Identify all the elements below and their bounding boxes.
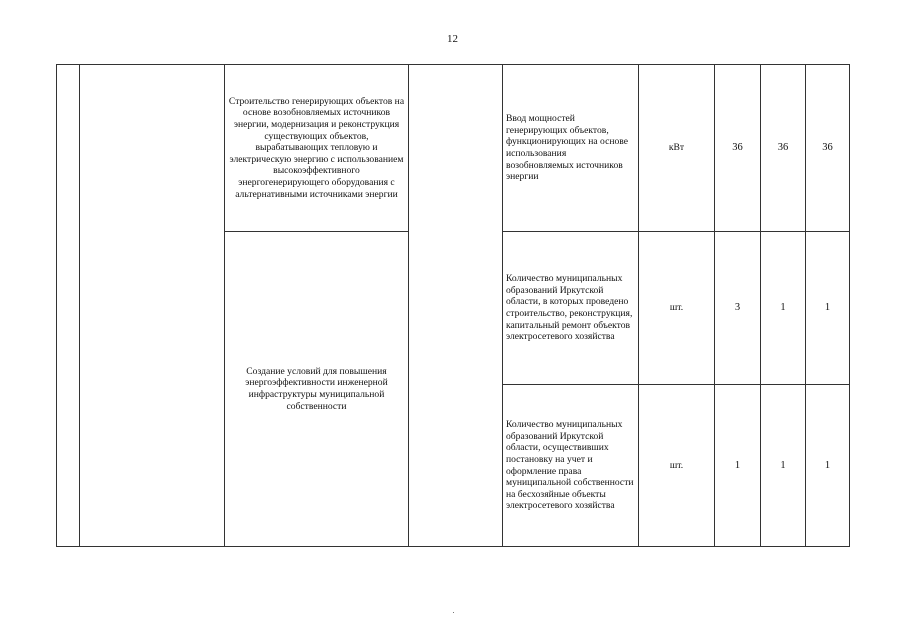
value-cell-1: 1 <box>715 385 761 547</box>
scan-speck <box>453 612 454 613</box>
table-row <box>57 65 850 232</box>
indicators-table <box>56 64 850 547</box>
activity-conditions-cell: Создание условий для повышения энергоэффективности инженерной инфраструктуры муниципальной собственности <box>225 232 409 547</box>
value-cell-3: 1 <box>806 232 850 385</box>
number-cell <box>57 65 80 547</box>
activity-generation-cell: Строительство генерирующих объектов на основе возобновляемых источников энергии, модернизация и реконструкция существующих объектов, вырабатывающих тепловую и электрическую энергию с использованием высокоэффективного энергогенерирующего оборудования с альтернативными источниками энергии <box>225 65 409 232</box>
value-cell-2: 1 <box>761 232 806 385</box>
value-cell-3: 1 <box>806 385 850 547</box>
value-cell-2: 1 <box>761 385 806 547</box>
unit-cell: кВт <box>639 65 715 232</box>
value-cell-1: 36 <box>715 65 761 232</box>
program-cell <box>80 65 225 547</box>
value-cell-1: 3 <box>715 232 761 385</box>
indicator-cell: Количество муниципальных образований Иркутской области, в которых проведено строительство, реконструкция, капитальный ремонт объектов электросетевого хозяйства <box>503 232 639 385</box>
value-cell-2: 36 <box>761 65 806 232</box>
indicator-cell: Количество муниципальных образований Иркутской области, осуществивших постановку на учет и оформление права муниципальной собственности на бесхозяйные объекты электросетевого хозяйства <box>503 385 639 547</box>
unit-cell: шт. <box>639 232 715 385</box>
unit-cell: шт. <box>639 385 715 547</box>
value-cell-3: 36 <box>806 65 850 232</box>
responsible-cell <box>409 65 503 547</box>
page-number: 12 <box>447 33 458 45</box>
indicator-cell: Ввод мощностей генерирующих объектов, функционирующих на основе использования возобновляемых источников энергии <box>503 65 639 232</box>
